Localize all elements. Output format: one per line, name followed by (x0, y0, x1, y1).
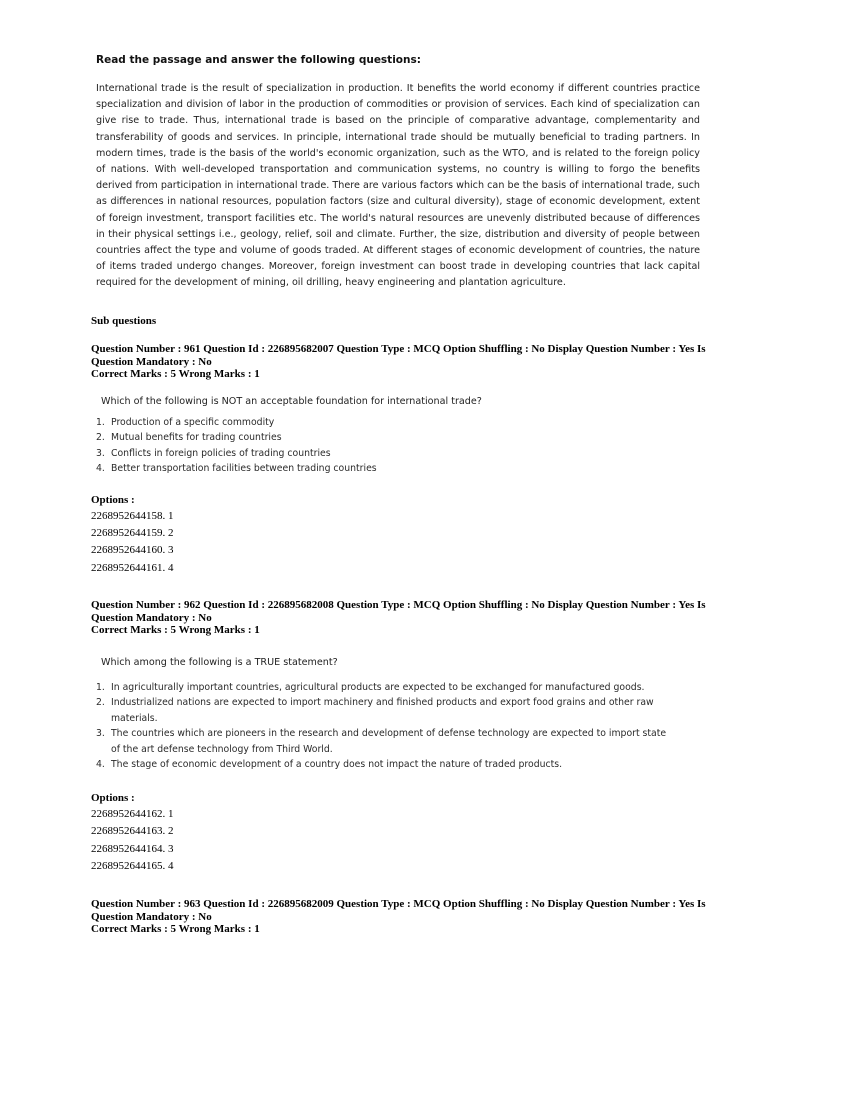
statement-item: 4. Better transportation facilities between trading countries (96, 463, 377, 475)
question-962 (91, 599, 741, 875)
question-meta: Question Number : 961 Question Id : 226895682007 Question Type : MCQ Option Shuffling : No Display Question Number : Yes Is Question Mandatory : No (91, 343, 706, 368)
option-item: 2268952644160. 3 (91, 544, 174, 557)
statement-item: 4. The stage of economic development of a country does not impact the nature of traded products. (96, 759, 563, 771)
options-label: Options : (91, 493, 135, 506)
question-meta: Question Number : 962 Question Id : 226895682008 Question Type : MCQ Option Shuffling : No Display Question Number : Yes Is Question Mandatory : No (91, 599, 706, 624)
options-label: Options : (91, 792, 135, 805)
option-item: 2268952644159. 2 (91, 527, 174, 540)
option-item: 2268952644165. 4 (91, 859, 174, 872)
question-stem: Which of the following is NOT an acceptable foundation for international trade? (101, 395, 482, 407)
passage-section (96, 54, 700, 292)
sub-questions-heading: Sub questions (91, 315, 157, 327)
option-item: 2268952644163. 2 (91, 825, 174, 838)
statement-item: 2. Mutual benefits for trading countries (96, 432, 282, 444)
question-statements (91, 415, 651, 477)
options-list (91, 806, 741, 875)
question-marks: Correct Marks : 5 Wrong Marks : 1 (91, 624, 260, 636)
statement-item: 1. Production of a specific commodity (96, 416, 275, 428)
statement-item: 3. Conflicts in foreign policies of trading countries (96, 447, 331, 459)
question-marks: Correct Marks : 5 Wrong Marks : 1 (91, 923, 260, 935)
statement-item: 1. In agriculturally important countries, agricultural products are expected to be exchanged for manufactured goods. (96, 681, 645, 693)
passage-heading: Read the passage and answer the following questions: (96, 54, 421, 66)
passage-text: International trade is the result of specialization in production. It benefits the world economy if different countries practice specialization and division of labor in the production of commodities or provision of services. Each kind of specialization can give rise to trade. Thus, international trade is based on the principle of comparative advantage, complementarity and transferability of goods and services. In principle, international trade should be mutually beneficial to trading partners. In modern times, trade is the basis of the world's economic organization, such as the WTO, and is related to the foreign policy of nations. With well-developed transportation and communication systems, no country is willing to forgo the benefits derived from participation in international trade. There are various factors which can be the basis of international trade, such as differences in national resources, population factors (size and cultural diversity), stage of economic development, extent of foreign investment, transport facilities etc. The world's natural resources are unevenly distributed because of differences in their physical settings i.e., geology, relief, soil and climate. Further, the size, distribution and diversity of people between countries affect the type and volume of goods traded. At different stages of economic development of countries, the nature of items traded undergo changes. Moreover, foreign investment can boost trade in developing countries that lack capital required for the development of mining, oil drilling, heavy engineering and plantation agriculture. (96, 83, 700, 289)
statement-item: 3. The countries which are pioneers in the research and development of defense technology are expected to import state of the art defense technology from Third World. (96, 728, 667, 755)
question-961 (91, 343, 741, 577)
option-item: 2268952644161. 4 (91, 561, 174, 574)
question-marks: Correct Marks : 5 Wrong Marks : 1 (91, 368, 260, 380)
option-item: 2268952644158. 1 (91, 509, 174, 522)
option-item: 2268952644164. 3 (91, 842, 174, 855)
question-stem: Which among the following is a TRUE statement? (101, 656, 338, 668)
question-meta: Question Number : 963 Question Id : 226895682009 Question Type : MCQ Option Shuffling : No Display Question Number : Yes Is Question Mandatory : No (91, 898, 706, 923)
statement-item: 2. Industrialized nations are expected to import machinery and finished products and export food grains and other raw materials. (96, 697, 654, 724)
question-statements (91, 680, 676, 774)
question-963 (91, 898, 741, 936)
option-item: 2268952644162. 1 (91, 808, 174, 821)
options-list (91, 508, 741, 577)
